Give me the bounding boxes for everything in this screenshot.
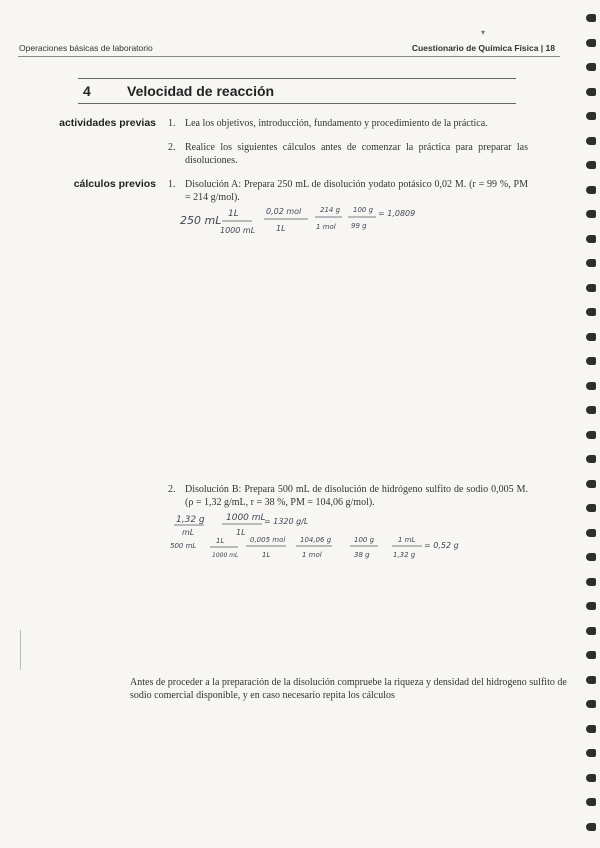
spiral-binding [574,0,600,848]
section-number: 4 [83,83,91,99]
binding-hole [586,210,596,218]
hw-text: 1L [236,528,246,537]
hw-text: = 1,0809 [378,209,416,218]
item-number: 2. [168,142,176,153]
section-title: Velocidad de reacción [127,83,275,99]
binding-hole [586,186,596,194]
binding-hole [586,578,596,586]
hw-text: 500 mL [170,542,197,550]
handwritten-calculation-b [170,508,480,568]
hw-text: 99 g [351,222,367,230]
binding-hole [586,480,596,488]
binding-hole [586,14,596,22]
item-text: Realice los siguientes cálculos antes de comenzar la práctica para preparar las disoluciones. [185,142,528,166]
header-right-title: Cuestionario de Química Física | 18 [411,43,555,53]
binding-hole [586,235,596,243]
hw-text: 250 mL [180,214,222,227]
hw-text: 1,32 g [393,551,416,559]
binding-hole [586,749,596,757]
binding-hole [586,700,596,708]
hw-text: 38 g [354,551,370,559]
header-left-title: Operaciones básicas de laboratorio [19,43,153,53]
hw-text: 1L [262,551,271,559]
binding-hole [586,774,596,782]
hw-text: 100 g [353,206,374,214]
binding-hole [586,627,596,635]
binding-hole [586,455,596,463]
binding-hole [586,63,596,71]
item-text: Disolución B: Prepara 500 mL de disolución de hidrógeno sulfito de sodio 0,005 M. (ρ = 1,32 g/mL, r = 38 %, PM = 104,06 g/mol). [185,484,528,508]
binding-hole [586,553,596,561]
binding-hole [586,602,596,610]
binding-hole [586,431,596,439]
hw-text: 1L [276,224,286,233]
hw-text: 100 g [354,536,375,544]
hw-text: mL [182,528,195,537]
binding-hole [586,504,596,512]
binding-hole [586,725,596,733]
binding-hole [586,284,596,292]
item-text: Disolución A: Prepara 250 mL de disolución yodato potásico 0,02 M. (r = 99 %, PM = 214 g/mol). [185,179,528,203]
hw-text: 1L [216,537,225,545]
label-calculos-previos: cálculos previos [73,178,156,190]
calculation-item-2 [168,483,528,509]
label-actividades-previas: actividades previas [59,117,156,129]
hw-text: 1000 mL [212,552,239,559]
header-rule [18,56,560,57]
binding-hole [586,333,596,341]
item-text: Lea los objetivos, introducción, fundamento y procedimiento de la práctica. [185,118,488,129]
hw-text: 1000 mL [226,513,266,523]
hw-text: 1 mol [316,223,336,231]
binding-hole [586,161,596,169]
binding-hole [586,529,596,537]
closing-note: Antes de proceder a la preparación de la disolución compruebe la riqueza y densidad del hidrogeno sulfito de sodio comercial disponible, y en caso necesario repita los cálculos [130,677,567,701]
item-number: 2. [168,484,176,495]
hw-text: 1000 mL [220,226,256,235]
item-number: 1. [168,179,176,190]
binding-hole [586,651,596,659]
hw-text: 1 mL [398,536,416,544]
binding-hole [586,798,596,806]
binding-hole [586,357,596,365]
hw-text: 1,32 g [176,515,205,525]
binding-hole [586,676,596,684]
handwritten-calculation-a [170,200,450,242]
binding-hole [586,112,596,120]
activity-item-1 [168,117,528,130]
hw-text: = 1320 g/L [264,517,309,526]
binding-hole [586,823,596,831]
binding-hole [586,308,596,316]
section-heading [78,78,516,104]
binding-hole [586,382,596,390]
binding-hole [586,259,596,267]
binding-hole [586,406,596,414]
hw-text: 214 g [320,206,341,214]
hw-text: 1 mol [302,551,322,559]
binding-hole [586,88,596,96]
activity-item-2 [168,141,528,167]
hw-text: 104,06 g [300,536,332,544]
hw-text: 1L [228,209,239,219]
hw-text: 0,005 mol [250,536,286,544]
binding-hole [586,137,596,145]
hw-text: = 0,52 g [424,541,459,550]
binding-hole [586,39,596,47]
stray-mark: ▾ [481,28,486,37]
item-number: 1. [168,118,176,129]
margin-pencil-mark [20,630,21,670]
hw-text: 0,02 mol [266,207,302,216]
